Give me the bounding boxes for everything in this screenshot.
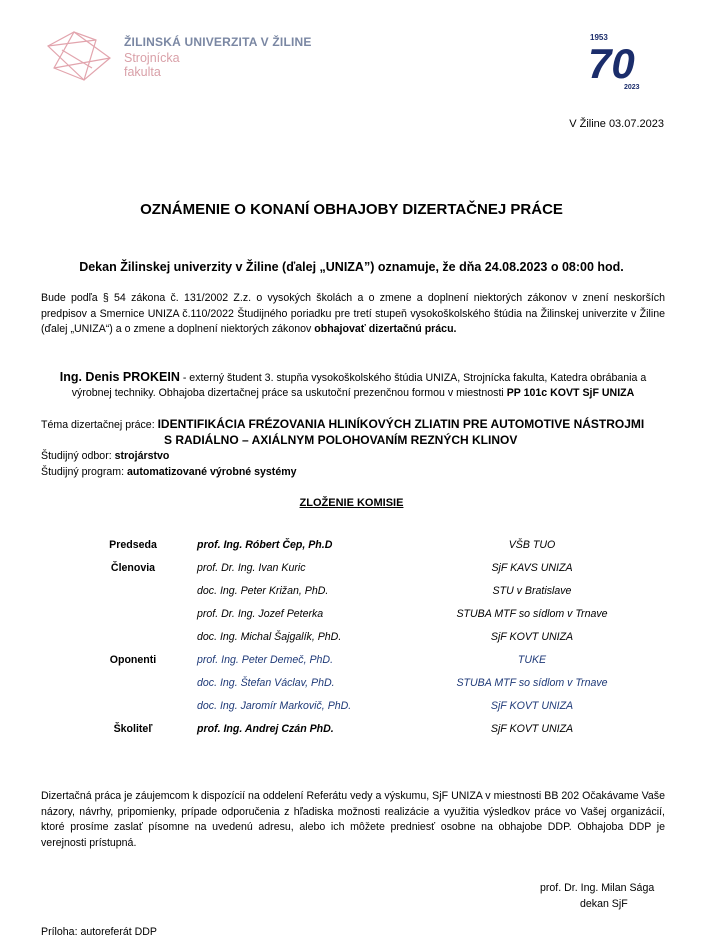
committee-institution: TUKE xyxy=(517,654,547,666)
committee-member: prof. Ing. Peter Demeč, PhD. xyxy=(197,654,334,666)
closing-paragraph: Dizertačná práca je záujemcom k dispozícií na oddelení Referátu vedy a výskumu, SjF UNIZA v miestnosti BB 202 Očakávame Vaše názory, návrhy, pripomienky, prípade odporučenia z hľadiska možnosti realizácie a využitia výsledkov práce vo Vašej organizácií, ktoré prosíme zaslať písomne na uvedenú adresu, alebo ich môžete predniesť osobne na obhajobe DDP. Obhajoba DDP je verejnosti prístupná. xyxy=(41,790,665,849)
study-program: Študijný program: automatizované výrobné systémy xyxy=(41,466,297,478)
committee-row xyxy=(0,700,703,718)
committee-member: prof. Dr. Ing. Ivan Kuric xyxy=(197,562,306,574)
committee-member: prof. Dr. Ing. Jozef Peterka xyxy=(197,608,324,620)
legal-paragraph: Bude podľa § 54 zákona č. 131/2002 Z.z. o vysokých školách a o zmene a doplnení niektorých zákonov v znení neskorších predpisov a Smernice UNIZA č.110/2022 Študijného poriadku pre tretí stupeň vysokoškolského štúdia na Žilinskej univerzite v Žiline (ďalej „UNIZA“) a o zmene a doplnení niektorých zákonov obhajovať dizertačnú prácu. xyxy=(41,292,665,335)
committee-member: prof. Ing. Andrej Czán PhD. xyxy=(197,723,334,735)
committee-member: prof. Ing. Róbert Čep, Ph.D xyxy=(197,539,333,551)
anniversary-end-year: 2023 xyxy=(624,84,640,91)
signatory-role: dekan SjF xyxy=(580,898,628,910)
announcement: Dekan Žilinskej univerzity v Žiline (ďalej „UNIZA”) oznamuje, že dňa 24.08.2023 o 08:00 hod. xyxy=(79,260,624,274)
document-date: V Žiline 03.07.2023 xyxy=(569,118,664,130)
committee-institution: VŠB TUO xyxy=(508,539,556,551)
committee-role: Oponenti xyxy=(109,654,157,666)
committee-row xyxy=(0,723,703,741)
university-name: ŽILINSKÁ UNIVERZITA V ŽILINE xyxy=(124,35,312,49)
committee-institution: SjF KOVT UNIZA xyxy=(490,723,574,735)
anniversary-start-year: 1953 xyxy=(590,33,608,42)
document-title: OZNÁMENIE O KONANÍ OBHAJOBY DIZERTAČNEJ PRÁCE xyxy=(140,201,563,218)
thesis-topic: Téma dizertačnej práce: IDENTIFIKÁCIA FRÉZOVANIA HLINÍKOVÝCH ZLIATIN PRE AUTOMOTIVE NÁSTROJMI S RADIÁLNO – AXIÁLNYM POLOHOVANÍM REZNÝCH KLINOV xyxy=(41,417,645,447)
committee-institution: SjF KAVS UNIZA xyxy=(491,562,573,574)
committee-member: doc. Ing. Michal Šajgalík, PhD. xyxy=(197,631,342,643)
defense-room: PP 101c KOVT SjF UNIZA xyxy=(506,387,635,399)
committee-role: Školiteľ xyxy=(113,723,153,735)
committee-role: Členovia xyxy=(110,562,156,574)
committee-institution: STU v Bratislave xyxy=(492,585,572,597)
candidate-info: Ing. Denis PROKEIN - externý študent 3. stupňa vysokoškolského štúdia UNIZA, Strojnícka fakulta, Katedra obrábania a výrobnej techniky. Obhajoba dizertačnej práce sa uskutoční prezenčnou formou v miestnosti PP 101c KOVT SjF UNIZA xyxy=(59,370,647,399)
study-field: Študijný odbor: strojárstvo xyxy=(41,450,170,462)
university-logo-icon xyxy=(44,28,116,84)
candidate-name: Ing. Denis PROKEIN xyxy=(59,370,180,384)
committee-role: Predseda xyxy=(109,539,157,551)
committee-row xyxy=(0,608,703,626)
committee-row xyxy=(0,539,703,557)
committee-heading: ZLOŽENIE KOMISIE xyxy=(299,497,404,509)
committee-institution: SjF KOVT UNIZA xyxy=(490,631,574,643)
committee-row xyxy=(0,585,703,603)
committee-row xyxy=(0,654,703,672)
committee-institution: STUBA MTF so sídlom v Trnave xyxy=(456,608,608,620)
committee-row xyxy=(0,631,703,649)
attachment-note: Príloha: autoreferát DDP xyxy=(41,926,157,938)
committee-member: doc. Ing. Jaromír Markovič, PhD. xyxy=(197,700,352,712)
committee-row xyxy=(0,562,703,580)
anniversary-logo-icon xyxy=(586,30,648,92)
committee-member: doc. Ing. Štefan Václav, PhD. xyxy=(197,677,335,689)
anniversary-number: 70 xyxy=(588,40,635,87)
committee-institution: SjF KOVT UNIZA xyxy=(490,700,574,712)
committee-member: doc. Ing. Peter Križan, PhD. xyxy=(197,585,329,597)
signatory-name: prof. Dr. Ing. Milan Sága xyxy=(540,882,655,894)
committee-institution: STUBA MTF so sídlom v Trnave xyxy=(456,677,608,689)
committee-row xyxy=(0,677,703,695)
faculty-name: Strojnícka fakulta xyxy=(124,51,180,79)
